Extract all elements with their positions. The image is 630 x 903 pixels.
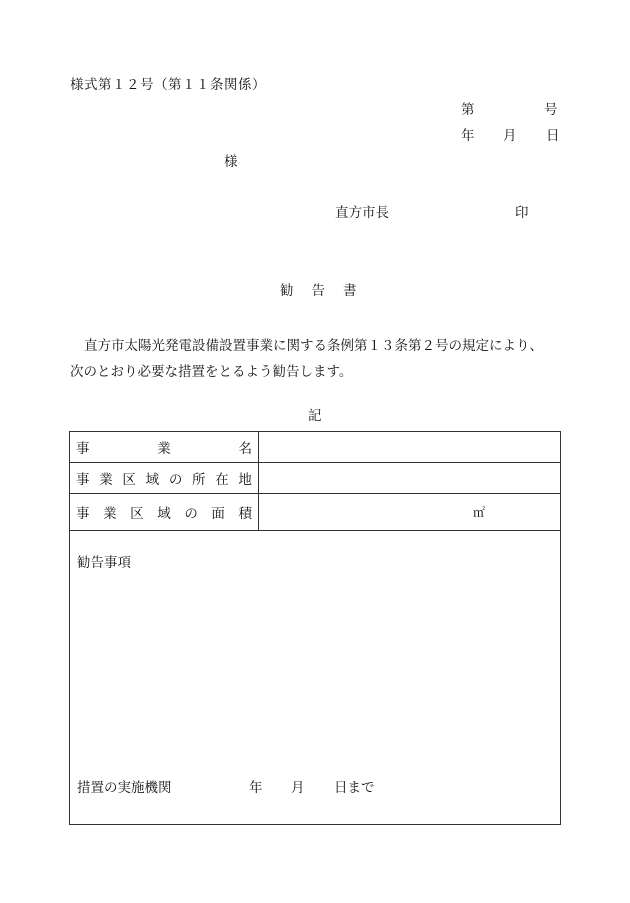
recommendation-details-cell[interactable] <box>70 531 561 825</box>
recommendation-label: 勧告事項 <box>77 555 131 571</box>
label-char: 業 <box>157 441 171 457</box>
label-char: 業 <box>103 506 117 522</box>
label-char: 名 <box>238 441 252 457</box>
label-char: 域 <box>157 506 171 522</box>
area-field[interactable] <box>259 494 561 531</box>
date-month-label: 月 <box>503 128 517 144</box>
form-number: 様式第１２号（第１１条関係） <box>70 77 266 93</box>
document-number-prefix: 第 <box>461 102 475 118</box>
label-char: 積 <box>238 506 252 522</box>
table-row <box>70 432 561 463</box>
label-char: 域 <box>145 472 160 488</box>
row-label-area <box>70 494 259 531</box>
label-char: 業 <box>99 472 113 488</box>
label-char: 面 <box>211 506 225 522</box>
label-char: の <box>184 506 198 522</box>
label-char: 事 <box>76 441 90 457</box>
deadline-month-label: 月 <box>291 780 305 796</box>
label-char: 事 <box>76 506 90 522</box>
label-char: 所 <box>192 472 206 488</box>
document-number-suffix: 号 <box>544 102 558 118</box>
deadline-line <box>77 776 375 796</box>
date-day-label: 日 <box>546 128 560 144</box>
recommendation-table <box>69 431 561 825</box>
ki-label: 記 <box>308 408 322 424</box>
row-label-location <box>70 463 259 494</box>
table-row <box>70 494 561 531</box>
body-line-2: 次のとおり必要な措置をとるよう勧告します。 <box>70 364 353 380</box>
label-char: の <box>168 472 183 488</box>
table-row <box>70 531 561 825</box>
table-row <box>70 463 561 494</box>
addressee-honorific: 様 <box>224 154 238 170</box>
row-label-business-name <box>70 432 259 463</box>
seal-mark: 印 <box>515 205 529 221</box>
issuer-name: 直方市長 <box>335 205 389 221</box>
label-char: 地 <box>238 472 252 488</box>
body-line-1: 直方市太陽光発電設備設置事業に関する条例第１３条第２号の規定により、 <box>84 338 543 354</box>
date-year-label: 年 <box>461 128 475 144</box>
deadline-day-label: 日まで <box>334 780 375 796</box>
body-text <box>70 333 570 385</box>
location-field[interactable] <box>259 463 561 494</box>
label-char: 区 <box>130 506 144 522</box>
label-char: 在 <box>215 472 229 488</box>
deadline-label: 措置の実施機関 <box>77 780 172 796</box>
deadline-year-label: 年 <box>249 780 263 796</box>
area-unit: ㎡ <box>473 505 486 520</box>
label-char: 事 <box>76 472 90 488</box>
business-name-field[interactable] <box>259 432 561 463</box>
document-title: 勧告書 <box>280 283 375 299</box>
label-char: 区 <box>122 472 136 488</box>
